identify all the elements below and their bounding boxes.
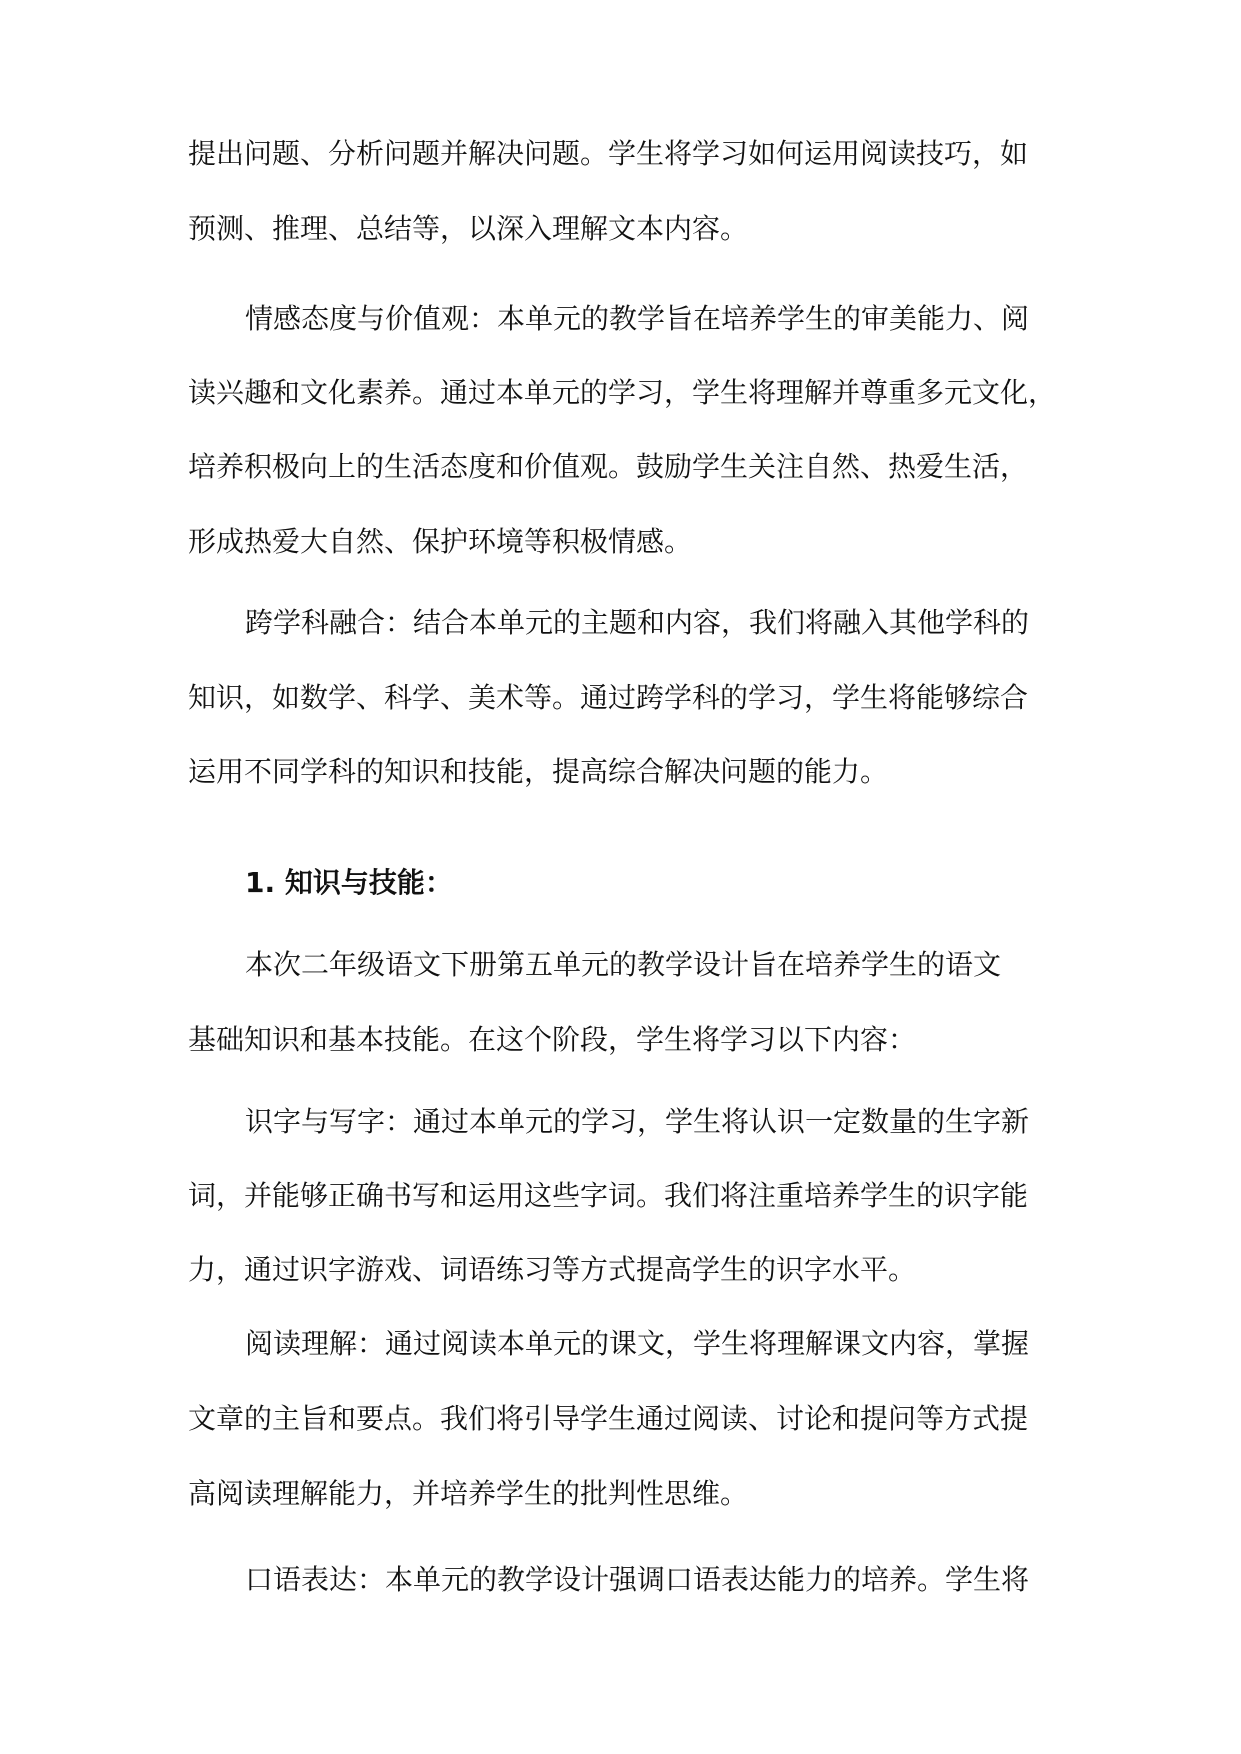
section-heading: 1. 知识与技能： [245, 866, 453, 899]
body-line: 词，并能够正确书写和运用这些字词。我们将注重培养学生的识字能 [188, 1179, 1029, 1212]
body-line: 高阅读理解能力，并培养学生的批判性思维。 [188, 1477, 749, 1510]
body-line: 提出问题、分析问题并解决问题。学生将学习如何运用阅读技巧，如 [188, 137, 1029, 170]
body-line: 本次二年级语文下册第五单元的教学设计旨在培养学生的语文 [245, 948, 1002, 981]
body-line: 形成热爱大自然、保护环境等积极情感。 [188, 525, 693, 558]
body-line: 识字与写字：通过本单元的学习，学生将认识一定数量的生字新 [245, 1105, 1030, 1138]
body-line: 口语表达：本单元的教学设计强调口语表达能力的培养。学生将 [245, 1563, 1030, 1596]
body-line: 跨学科融合：结合本单元的主题和内容，我们将融入其他学科的 [245, 606, 1030, 639]
body-line: 阅读理解：通过阅读本单元的课文，学生将理解课文内容，掌握 [245, 1327, 1030, 1360]
body-line: 情感态度与价值观：本单元的教学旨在培养学生的审美能力、阅 [245, 302, 1030, 335]
body-line: 预测、推理、总结等，以深入理解文本内容。 [188, 212, 749, 245]
body-line: 基础知识和基本技能。在这个阶段，学生将学习以下内容： [188, 1023, 917, 1056]
body-line: 运用不同学科的知识和技能，提高综合解决问题的能力。 [188, 755, 889, 788]
body-line: 文章的主旨和要点。我们将引导学生通过阅读、讨论和提问等方式提 [188, 1402, 1029, 1435]
body-line: 培养积极向上的生活态度和价值观。鼓励学生关注自然、热爱生活， [188, 450, 1029, 483]
body-line: 力，通过识字游戏、词语练习等方式提高学生的识字水平。 [188, 1253, 917, 1286]
body-line: 读兴趣和文化素养。通过本单元的学习，学生将理解并尊重多元文化， [188, 376, 1057, 409]
body-line: 知识，如数学、科学、美术等。通过跨学科的学习，学生将能够综合 [188, 681, 1029, 714]
